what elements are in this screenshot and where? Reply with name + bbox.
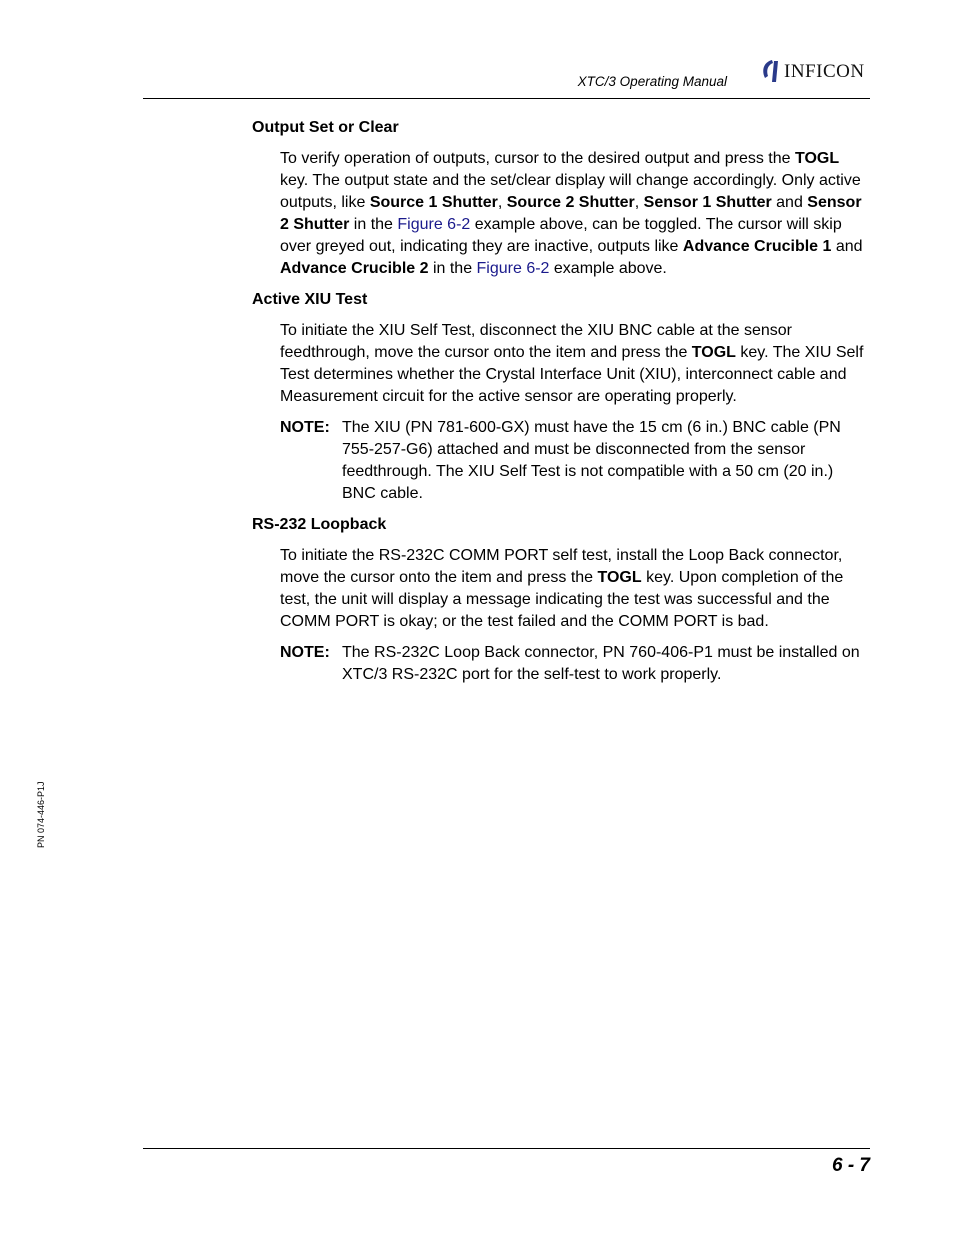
text-run: and [771,194,808,211]
note [280,642,870,686]
note [280,417,870,505]
footer-rule [143,1148,870,1149]
output-name: Advance Crucible 2 [280,260,429,277]
header-rule [143,98,870,99]
paragraph [280,320,870,408]
paragraph [280,148,870,280]
page-number: 6 - 7 [831,1155,870,1176]
section-heading: Output Set or Clear [252,119,399,136]
text-run: To initiate the XIU Self Test, disconnect the XIU BNC cable at the sensor feedthrough, move the cursor onto the item and press the [280,322,792,361]
page-content [252,117,870,695]
key-name: TOGL [691,344,736,361]
output-name: Source 2 Shutter [506,194,635,211]
text-run: in the [349,216,398,233]
key-name: TOGL [597,569,642,586]
logo-wordmark: INFICON [784,61,865,82]
output-name: Source 1 Shutter [369,194,498,211]
text-run: key. The XIU Self Test determines whether the Crystal Interface Unit (XIU), interconnect cable and Measurement circuit for the active sensor are operating properly. [280,344,864,405]
note-label: NOTE: [280,419,330,436]
text-run: key. The output state and the set/clear display will change accordingly. Only active outputs, like [280,172,861,211]
part-number-label: PN 074-446-P1J [36,781,46,848]
text-run: , [497,194,507,211]
paragraph [280,545,870,633]
text-run: key. Upon completion of the test, the unit will display a message indicating the test was successful and the COMM PORT is okay; or the test failed and the COMM PORT is bad. [280,569,844,630]
section-rs232-loopback [252,514,870,686]
figure-link[interactable]: Figure 6-2 [476,260,550,277]
output-name: Sensor 2 Shutter [280,194,862,233]
manual-title: XTC/3 Operating Manual [577,74,727,89]
inficon-logo [760,58,872,86]
text-run: and [831,238,863,255]
text-run: To initiate the RS-232C COMM PORT self test, install the Loop Back connector, move the cursor onto the item and press the [280,547,843,586]
inficon-logo-mark-icon [760,58,782,84]
key-name: TOGL [794,150,840,167]
note-text: The RS-232C Loop Back connector, PN 760-406-P1 must be installed on XTC/3 RS-232C port for the self-test to work properly. [342,644,860,683]
output-name: Sensor 1 Shutter [643,194,772,211]
section-active-xiu-test [252,289,870,505]
section-heading: RS-232 Loopback [252,516,387,533]
text-run: example above. [549,260,667,277]
text-run: , [634,194,644,211]
text-run: To verify operation of outputs, cursor to the desired output and press the [280,150,795,167]
figure-link[interactable]: Figure 6-2 [397,216,471,233]
section-heading: Active XIU Test [252,291,368,308]
text-run: in the [428,260,477,277]
note-label: NOTE: [280,644,330,661]
text-run: example above, can be toggled. The cursor will skip over greyed out, indicating they are inactive, outputs like [280,216,842,255]
output-name: Advance Crucible 1 [682,238,832,255]
note-text: The XIU (PN 781-600-GX) must have the 15 cm (6 in.) BNC cable (PN 755-257-G6) attached and must be disconnected from the sensor feedthrough. The XIU Self Test is not compatible with a 50 cm (20 in.) BNC cable. [342,419,841,502]
section-output-set-or-clear [252,117,870,280]
